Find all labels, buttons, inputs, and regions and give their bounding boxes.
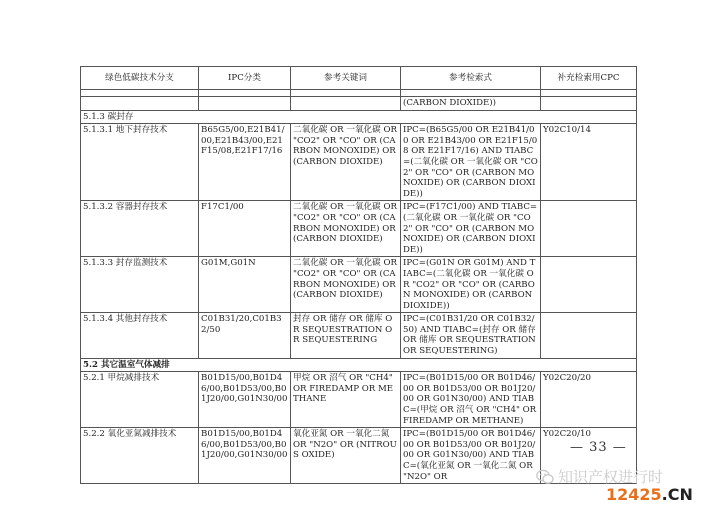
cell: Y02C20/10 [541, 428, 637, 484]
section-title: 5.2 其它温室气体减排 [81, 358, 637, 372]
cell: 5.1.3.2 容器封存技术 [81, 201, 199, 257]
table-row [81, 372, 637, 428]
cell [199, 97, 291, 111]
spacer-row [81, 90, 637, 97]
cell [291, 97, 401, 111]
section-row [81, 358, 637, 372]
cell: IPC=(B65G5/00 OR E21B41/00 OR E21B43/00 OR E21F15/08 OR E21F17/16) AND TIABC=(二氧化碳 OR 一氧化碳 OR "CO2" OR "CO" OR (CARBON MONOXIDE) OR (CARBON DIOXIDE)) [401, 124, 541, 201]
watermark [536, 466, 663, 487]
table-row [81, 257, 637, 313]
site-logo [606, 485, 693, 504]
cell [81, 97, 199, 111]
cell: 封存 OR 储存 OR 储库 OR SEQUESTRATION OR SEQUESTERING [291, 313, 401, 358]
site-logo-domain: .CN [661, 485, 693, 504]
cell: 5.2.2 氧化亚氮减排技术 [81, 428, 199, 484]
cell: C01B31/20,C01B32/50 [199, 313, 291, 358]
cell: 二氧化碳 OR 一氧化碳 OR "CO2" OR "CO" OR (CARBON MONOXIDE) OR (CARBON DIOXIDE) [291, 201, 401, 257]
table-row [81, 313, 637, 358]
watermark-text: 知识产权进行时 [558, 468, 664, 486]
header-ipc: IPC分类 [199, 67, 291, 90]
cell: 5.1.3.3 封存监测技术 [81, 257, 199, 313]
table-header-row [81, 67, 637, 90]
wechat-bubble-icon [536, 469, 554, 485]
header-keywords: 参考关键词 [291, 67, 401, 90]
table-row [81, 201, 637, 257]
cell: 5.1.3.4 其他封存技术 [81, 313, 199, 358]
cell: B01D15/00,B01D46/00,B01D53/00,B01J20/00,G01N30/00 [199, 372, 291, 428]
cell [541, 97, 637, 111]
cell: IPC=(G01N OR G01M) AND TIABC=(二氧化碳 OR 一氧化碳 OR "CO2" OR "CO" OR (CARBON MONOXIDE) OR (CARBON DIOXIDE)) [401, 257, 541, 313]
header-query: 参考检索式 [401, 67, 541, 90]
cell: 二氧化碳 OR 一氧化碳 OR "CO2" OR "CO" OR (CARBON MONOXIDE) OR (CARBON DIOXIDE) [291, 124, 401, 201]
page-number: — 33 — [570, 440, 627, 455]
cell: IPC=(B01D15/00 OR B01D46/00 OR B01D53/00 OR B01J20/00 OR G01N30/00) AND TIABC=(甲烷 OR 沼气 OR "CH4" OR FIREDAMP OR METHANE) [401, 372, 541, 428]
header-branch: 绿色低碳技术分支 [81, 67, 199, 90]
cell: 5.2.1 甲烷减排技术 [81, 372, 199, 428]
cell: 氧化亚氮 OR 一氧化二氮 OR "N2O" OR (NITROUS OXIDE) [291, 428, 401, 484]
cell: B65G5/00,E21B41/00,E21B43/00,E21F15/08,E21F17/16 [199, 124, 291, 201]
cell [541, 313, 637, 358]
table-row [81, 124, 637, 201]
site-logo-number: 12425 [606, 485, 662, 504]
header-cpc: 补充检索用CPC [541, 67, 637, 90]
cell: F17C1/00 [199, 201, 291, 257]
cell: Y02C20/20 [541, 372, 637, 428]
cell [541, 201, 637, 257]
section-row [81, 110, 637, 124]
cell: 二氧化碳 OR 一氧化碳 OR "CO2" OR "CO" OR (CARBON MONOXIDE) OR (CARBON DIOXIDE) [291, 257, 401, 313]
cell: IPC=(B01D15/00 OR B01D46/00 OR B01D53/00 OR B01J20/00 OR G01N30/00) AND TIABC=(氧化亚氮 OR 一氧化二氮 OR "N2O" OR [401, 428, 541, 484]
cell: B01D15/00,B01D46/00,B01D53/00,B01J20/00,G01N30/00 [199, 428, 291, 484]
cell: (CARBON DIOXIDE)) [401, 97, 541, 111]
cell [541, 257, 637, 313]
table-row-continuation [81, 97, 637, 111]
classification-table [80, 66, 637, 484]
cell: G01M,G01N [199, 257, 291, 313]
cell: Y02C10/14 [541, 124, 637, 201]
cell: IPC=(C01B31/20 OR C01B32/50) AND TIABC=(封存 OR 储存 OR 储库 OR SEQUESTRATION OR SEQUESTERING) [401, 313, 541, 358]
cell: 5.1.3.1 地下封存技术 [81, 124, 199, 201]
section-title: 5.1.3 碳封存 [81, 110, 637, 124]
cell: IPC=(F17C1/00) AND TIABC=(二氧化碳 OR 一氧化碳 OR "CO2" OR "CO" OR (CARBON MONOXIDE) OR (CARBON DIOXIDE)) [401, 201, 541, 257]
cell: 甲烷 OR 沼气 OR "CH4" OR FIREDAMP OR METHANE [291, 372, 401, 428]
